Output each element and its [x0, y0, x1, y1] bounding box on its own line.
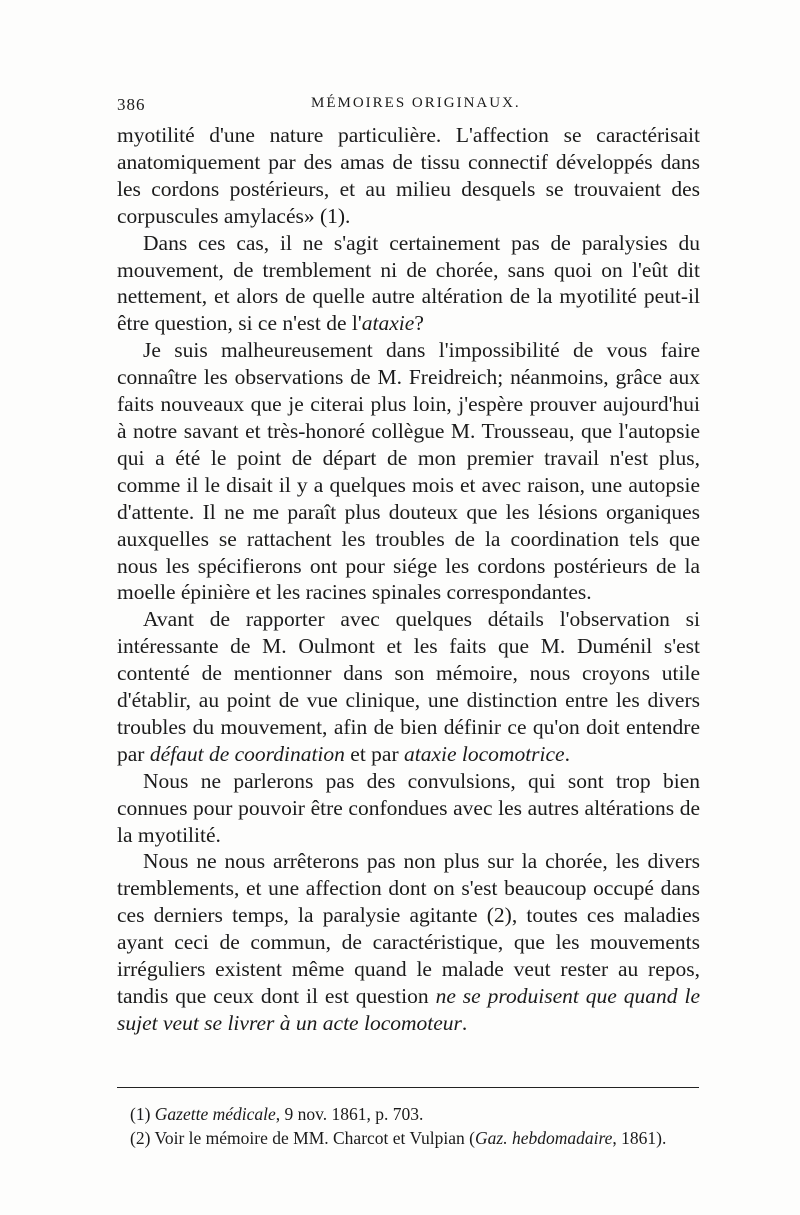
- footnote-2-italic: Gaz. hebdomadaire: [475, 1128, 613, 1148]
- paragraph-3-text: Je suis malheureusement dans l'impossibilité de vous faire connaître les observations de M. Freidreich; néanmoins, grâce aux faits nouveaux que je citerai plus loin, j'espère prouver aujourd'hui à notre savant et très-honoré collègue M. Trousseau, que l'autopsie qui a été le point de départ de mon premier travail n'est plus, comme il le disait il y a quelques mois et avec raison, une autopsie d'attente. Il ne me paraît plus douteux que les lésions organiques auxquelles se rattachent les troubles de la coordination tels que nous les spécifierons ont pour siége les cordons postérieurs de la moelle épinière et les racines spinales correspondantes.: [117, 338, 700, 605]
- footnote-2-text: Voir le mémoire de MM. Charcot et Vulpian (: [154, 1128, 475, 1148]
- paragraph-5-text: Nous ne parlerons pas des convulsions, qui sont trop bien connues pour pouvoir être confondues avec les autres altérations de la myotilité.: [117, 768, 700, 847]
- footnotes: [130, 1102, 700, 1150]
- paragraph-5: [117, 768, 700, 849]
- footnote-2: [130, 1126, 700, 1150]
- paragraph-6: [117, 848, 700, 1036]
- paragraph-4-text-2: et par: [344, 741, 404, 766]
- paragraph-3: [117, 337, 700, 606]
- paragraph-4-italic-1: défaut de coordination: [149, 741, 345, 766]
- paragraph-2-italic: ataxie: [361, 311, 415, 336]
- paragraph-6-italic: ne se produisent que quand le sujet veut se livrer à un acte locomoteur: [117, 984, 701, 1035]
- paragraph-6-text: Nous ne nous arrêterons pas non plus sur la chorée, les divers tremblements, et une affection dont on s'est beaucoup occupé dans ces derniers temps, la paralysie agitante (2), toutes ces maladies ayant ceci de commun, de caractéristique, que les mouvements irréguliers existent même quand le malade veut rester au repos, tandis que ceux dont il est question: [117, 849, 700, 1008]
- paragraph-2-text-end: ?: [414, 311, 424, 336]
- body-text: [117, 122, 700, 1037]
- footnote-1-marker: (1): [130, 1104, 151, 1124]
- paragraph-1: [117, 122, 700, 230]
- paragraph-4: [117, 606, 700, 767]
- paragraph-2: [117, 230, 700, 338]
- footnote-1: [130, 1102, 700, 1126]
- footnote-2-marker: (2): [130, 1128, 151, 1148]
- paragraph-4-text: Avant de rapporter avec quelques détails l'observation si intéressante de M. Oulmont et les faits que M. Duménil s'est contenté de mentionner dans son mémoire, nous croyons utile d'établir, au point de vue clinique, une distinction entre les divers troubles du mouvement, afin de bien définir ce qu'on doit entendre par: [117, 607, 700, 766]
- footnote-1-italic: Gazette médicale: [154, 1104, 276, 1124]
- paragraph-2-text: Dans ces cas, il ne s'agit certainement pas de paralysies du mouvement, de tremblement ni de chorée, sans quoi on l'eût dit nettement, et alors de quelle autre altération de la myotilité peut-il être question, si ce n'est de l': [117, 230, 700, 336]
- paragraph-6-text-end: .: [461, 1010, 468, 1035]
- running-head: MÉMOIRES ORIGINAUX.: [311, 95, 521, 111]
- paragraph-1-text: myotilité d'une nature particulière. L'affection se caractérisait anatomiquement par des amas de tissu connectif développés dans les cordons postérieurs, et au milieu desquels se trouvaient des corpuscules amylacés» (1).: [117, 123, 700, 228]
- paragraph-4-text-end: .: [564, 741, 570, 766]
- footnote-2-text-end: , 1861).: [612, 1128, 667, 1148]
- page-header: [117, 95, 697, 121]
- page-number: 386: [117, 95, 146, 114]
- footnote-1-text: , 9 nov. 1861, p. 703.: [275, 1104, 424, 1124]
- footnote-divider: [117, 1087, 699, 1088]
- paragraph-4-italic-2: ataxie locomotrice: [404, 741, 565, 766]
